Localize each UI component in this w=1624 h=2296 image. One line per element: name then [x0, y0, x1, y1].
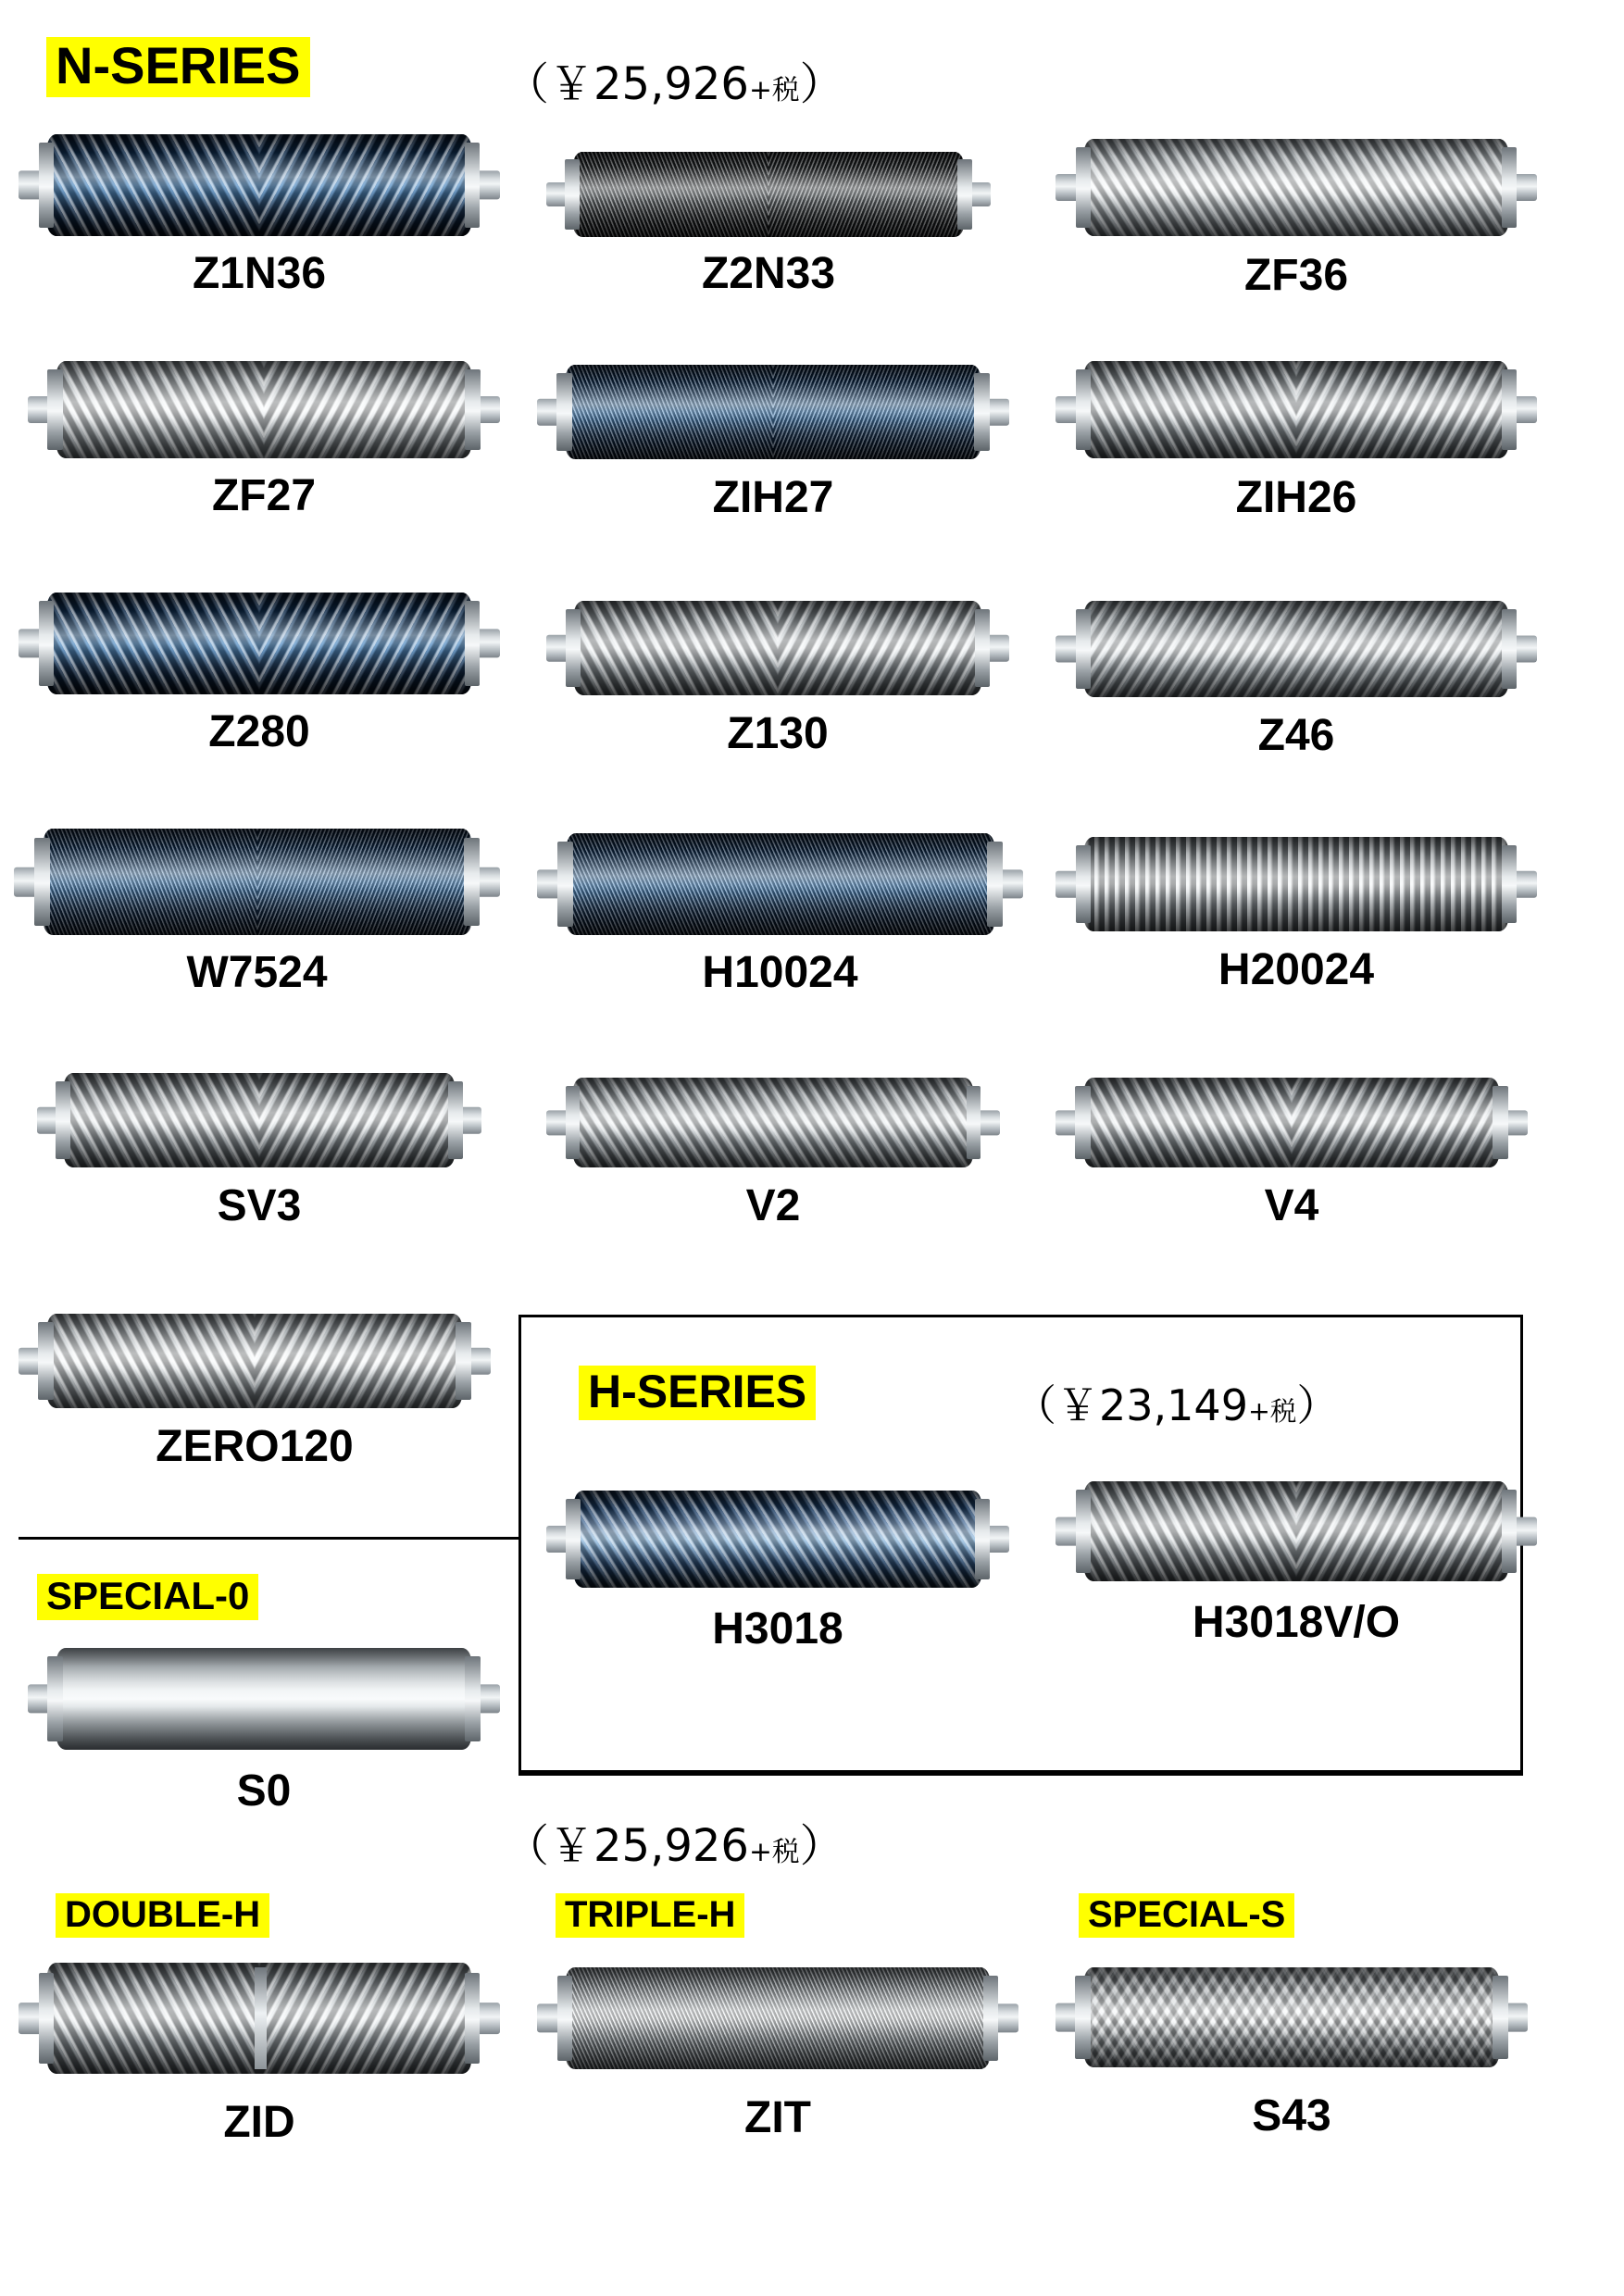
product-label-v2: V2	[745, 1181, 801, 1230]
product-label-z130: Z130	[727, 709, 829, 758]
roller-image-v2	[546, 1074, 1000, 1171]
roller-image-h10024	[537, 829, 1023, 940]
product-label-s43: S43	[1252, 2091, 1331, 2140]
roller-image-v4	[1056, 1074, 1528, 1171]
roller-image-w7524	[14, 824, 500, 940]
product-s0[interactable]	[28, 1643, 500, 1816]
section-tag-special-0: SPECIAL-0	[37, 1574, 258, 1620]
product-label-z2n33: Z2N33	[701, 249, 836, 298]
product-label-zih26: ZIH26	[1235, 473, 1357, 522]
product-z46[interactable]	[1056, 597, 1537, 761]
product-z280[interactable]	[19, 588, 500, 757]
product-label-s0: S0	[236, 1766, 292, 1816]
price-h-series-tax: +税	[1247, 1396, 1297, 1427]
price-bottom-close: ）	[799, 1820, 844, 1872]
roller-image-h3018	[546, 1486, 1009, 1592]
roller-image-z1n36	[19, 130, 500, 241]
roller-image-z130	[546, 597, 1009, 699]
section-tag-n-series: N-SERIES	[46, 37, 310, 97]
roller-image-s43	[1056, 1963, 1528, 2072]
product-z1n36[interactable]	[19, 130, 500, 299]
roller-image-zf27	[28, 356, 500, 463]
section-tag-h-series: H-SERIES	[579, 1366, 816, 1420]
product-label-h10024: H10024	[702, 948, 858, 997]
product-label-h3018: H3018	[712, 1604, 843, 1653]
product-label-zf27: ZF27	[211, 471, 317, 520]
product-z130[interactable]	[546, 597, 1009, 759]
price-h-series-amount: （￥23,149	[1014, 1380, 1248, 1430]
product-zf36[interactable]	[1056, 134, 1537, 301]
product-zih26[interactable]	[1056, 356, 1537, 523]
section-tag-triple-h: TRIPLE-H	[556, 1893, 744, 1938]
price-n-series-close: ）	[799, 58, 844, 110]
divider-right	[518, 1773, 1523, 1776]
product-h10024[interactable]	[537, 829, 1023, 998]
price-n-series-tax: +税	[748, 74, 800, 106]
price-bottom-tax: +税	[748, 1836, 800, 1868]
product-zf27[interactable]	[28, 356, 500, 521]
product-zero120[interactable]	[19, 1310, 491, 1472]
roller-image-s0	[28, 1643, 500, 1754]
roller-image-z46	[1056, 597, 1537, 701]
product-sv3[interactable]	[37, 1069, 481, 1231]
product-h3018[interactable]	[546, 1486, 1009, 1654]
price-bottom-amount: （￥25,926	[505, 1820, 749, 1872]
divider-left	[19, 1537, 518, 1540]
product-label-sv3: SV3	[217, 1181, 302, 1230]
product-v4[interactable]	[1056, 1074, 1528, 1231]
price-h-series	[1014, 1372, 1339, 1433]
section-tag-special-s: SPECIAL-S	[1079, 1893, 1294, 1938]
roller-image-z280	[19, 588, 500, 699]
price-n-series-amount: （￥25,926	[505, 58, 749, 110]
roller-image-zf36	[1056, 134, 1537, 241]
product-label-z280: Z280	[208, 707, 310, 756]
product-z2n33[interactable]	[546, 148, 991, 299]
product-h20024[interactable]	[1056, 833, 1537, 995]
product-s43[interactable]	[1056, 1963, 1528, 2141]
product-label-h20024: H20024	[1218, 945, 1375, 994]
product-label-v4: V4	[1264, 1181, 1319, 1230]
roller-image-z2n33	[546, 148, 991, 241]
product-label-zf36: ZF36	[1243, 251, 1349, 300]
product-label-zit: ZIT	[744, 2093, 811, 2142]
product-label-w7524: W7524	[186, 948, 328, 997]
roller-image-zid	[19, 1958, 500, 2078]
price-h-series-close: ）	[1296, 1380, 1340, 1430]
roller-image-zit	[537, 1963, 1018, 2074]
roller-image-h20024	[1056, 833, 1537, 935]
roller-image-zih26	[1056, 356, 1537, 463]
roller-image-zero120	[19, 1310, 491, 1412]
product-zit[interactable]	[537, 1963, 1018, 2143]
price-n-series	[505, 48, 844, 112]
roller-image-zih27	[537, 361, 1009, 463]
product-label-zid: ZID	[223, 2098, 295, 2147]
product-h3018vo[interactable]	[1056, 1477, 1537, 1648]
product-v2[interactable]	[546, 1074, 1000, 1231]
roller-image-sv3	[37, 1069, 481, 1171]
section-tag-double-h: DOUBLE-H	[56, 1893, 269, 1938]
product-w7524[interactable]	[14, 824, 500, 998]
price-bottom	[505, 1810, 844, 1874]
roller-image-h3018vo	[1056, 1477, 1537, 1586]
product-zid[interactable]	[19, 1958, 500, 2148]
product-zih27[interactable]	[537, 361, 1009, 523]
product-label-z46: Z46	[1257, 711, 1335, 760]
product-label-h3018vo: H3018V/O	[1192, 1598, 1401, 1647]
product-label-zih27: ZIH27	[712, 473, 834, 522]
product-label-z1n36: Z1N36	[192, 249, 327, 298]
product-label-zero120: ZERO120	[156, 1422, 354, 1471]
